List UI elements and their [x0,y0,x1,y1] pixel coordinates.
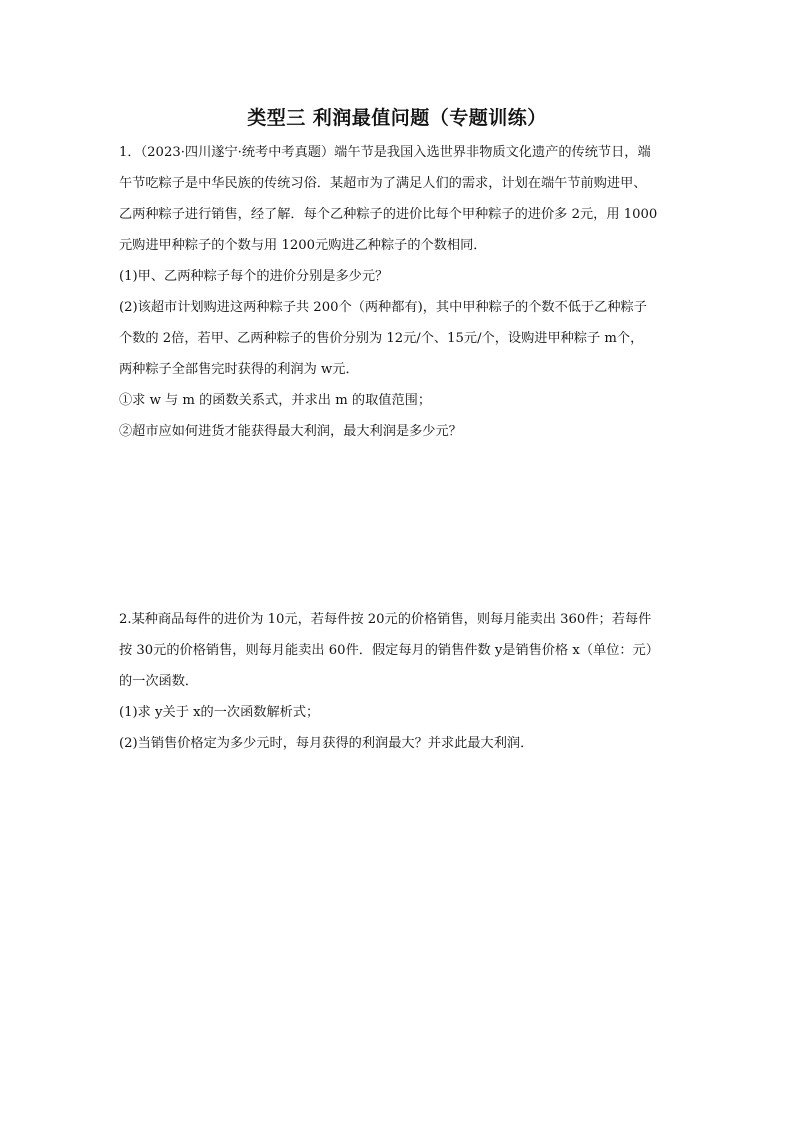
question-1-line: 两种粽子全部售完时获得的利润为 w元． [119,362,359,377]
question-2-part-2: (2)当销售价格定为多少元时，每月获得的利润最大？并求此最大利润． [119,736,534,751]
question-1-subpart-1: ①求 w 与 m 的函数关系式，并求出 m 的取值范围； [119,393,432,408]
question-1-line: 元购进甲种粽子的个数与用 1200元购进乙种粽子的个数相同． [119,238,487,253]
question-2-line: 的一次函数． [119,674,199,689]
question-1-part-1: (1)甲、乙两种粽子每个的进价分别是多少元？ [119,269,389,284]
question-1-line: 1．（2023·四川遂宁·统考中考真题）端午节是我国入选世界非物质文化遗产的传统节日，端 [119,145,651,160]
question-2-line: 按 30元的价格销售，则每月能卖出 60件．假定每月的销售件数 y是销售价格 x（单位：元） [119,643,659,658]
question-2-part-1: (1)求 y关于 x的一次函数解析式； [119,705,320,720]
question-1-line: 乙两种粽子进行销售，经了解．每个乙种粽子的进价比每个甲种粽子的进价多 2元，用 1000 [119,207,658,222]
question-1-subpart-2: ②超市应如何进货才能获得最大利润，最大利润是多少元？ [119,424,462,439]
question-1-part-2: (2)该超市计划购进这两种粽子共 200个（两种都有)，其中甲种粽子的个数不低于乙种粽子 [119,300,647,315]
question-1-line: 个数的 2倍，若甲、乙两种粽子的售价分别为 12元/个、15元/个，设购进甲种粽子 m个， [119,331,644,346]
question-2-line: 2.某种商品每件的进价为 10元，若每件按 20元的价格销售，则每月能卖出 360件；若每件 [119,612,652,627]
question-1-line: 午节吃粽子是中华民族的传统习俗．某超市为了满足人们的需求，计划在端午节前购进甲、 [119,176,647,191]
page-title: 类型三 利润最值问题（专题训练） [247,107,547,129]
